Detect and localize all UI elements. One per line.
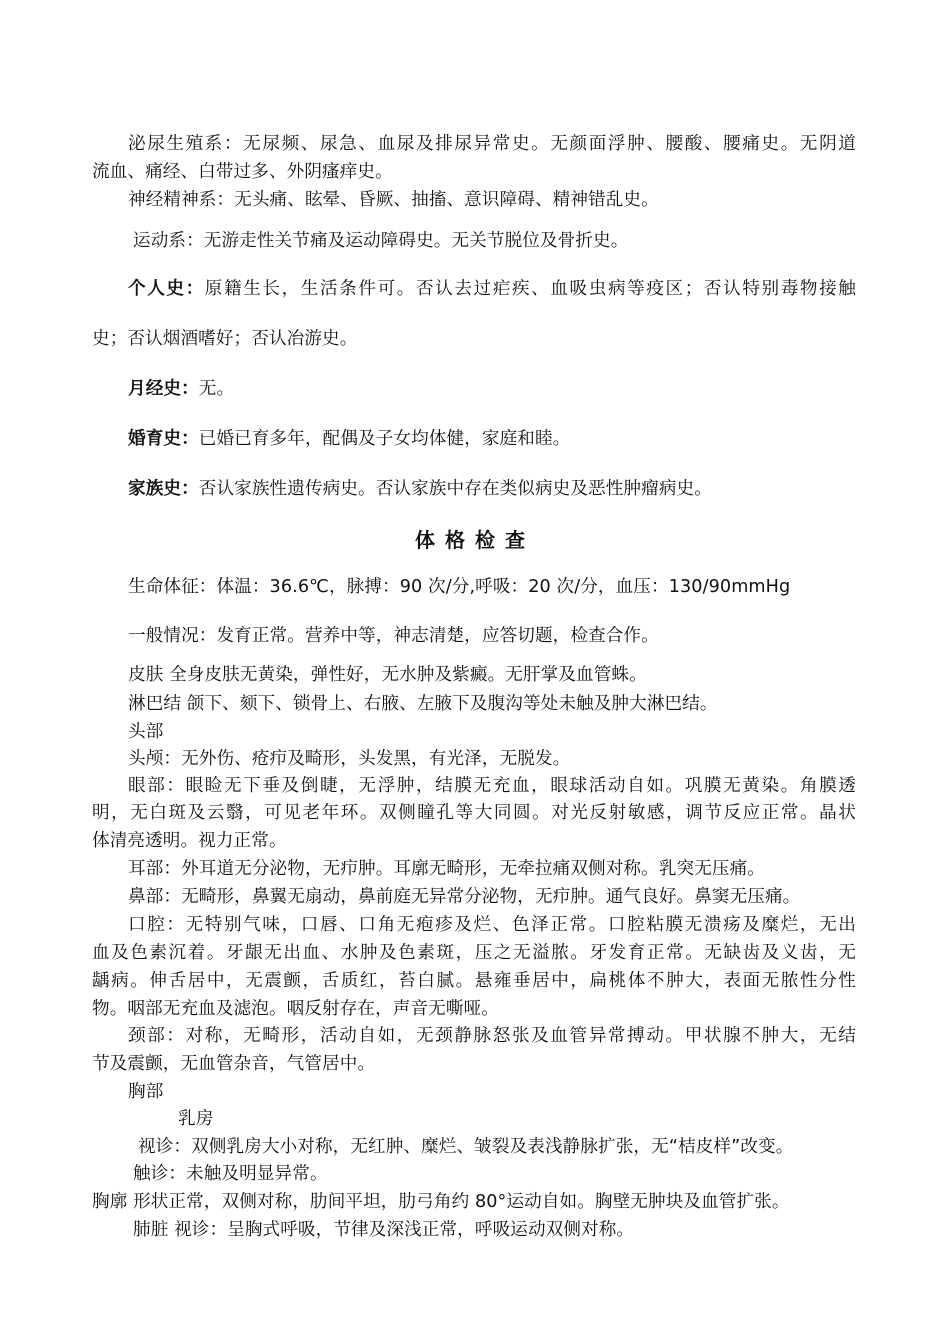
lymph-node-line: 淋巴结 颌下、颏下、锁骨上、右腋、左腋下及腹沟等处未触及肿大淋巴结。 (128, 694, 718, 714)
mouth-line-3: 龋病。伸舌居中，无震颤，舌质红，苔白腻。悬雍垂居中，扁桃体不肿大，表面无脓性分性 (92, 971, 856, 991)
vital-signs-line: 生命体征：体温：36.6℃，脉搏：90 次/分,呼吸：20 次/分，血压：130/90mmHg (128, 577, 791, 597)
thorax-line: 胸廓 形状正常，双侧对称，肋间平坦，肋弓角约 80°运动自如。胸壁无肿块及血管扩张。 (92, 1192, 790, 1212)
marital-history-text: 已婚已育多年，配偶及子女均体健，家庭和睦。 (198, 429, 571, 449)
neck-line-1: 颈部：对称，无畸形，活动自如，无颈静脉怒张及血管异常搏动。甲状腺不肿大，无结 (128, 1026, 856, 1046)
personal-history-label: 个人史： (128, 279, 205, 299)
personal-history-line-2: 史；否认烟酒嗜好；否认冶游史。 (92, 329, 358, 349)
urogenital-line-2: 流血、痛经、白带过多、外阴瘙痒史。 (92, 162, 393, 182)
menstrual-history-text: 无。 (198, 379, 235, 399)
neck-line-2: 节及震颤，无血管杂音，气管居中。 (92, 1054, 376, 1074)
family-history-text: 否认家族性遗传病史。否认家族中存在类似病史及恶性肿瘤病史。 (198, 479, 712, 499)
breast-heading: 乳房 (178, 1109, 214, 1129)
eye-line-1: 眼部：眼睑无下垂及倒睫，无浮肿，结膜无充血，眼球活动自如。巩膜无黄染。角膜透 (128, 776, 856, 796)
chest-heading: 胸部 (128, 1082, 164, 1102)
urogenital-line-1: 泌尿生殖系：无尿频、尿急、血尿及排尿异常史。无颜面浮肿、腰酸、腰痛史。无阴道 (128, 134, 856, 154)
nose-line: 鼻部：无畸形，鼻翼无扇动，鼻前庭无异常分泌物，无疖肿。通气良好。鼻窦无压痛。 (128, 887, 801, 907)
general-condition-line: 一般情况：发育正常。营养中等，神志清楚，应答切题，检查合作。 (128, 626, 659, 646)
family-history-line (128, 476, 898, 502)
motor-line: 运动系：无游走性关节痛及运动障碍史。无关节脱位及骨折史。 (133, 231, 629, 251)
head-heading: 头部 (128, 722, 164, 742)
lung-inspection-line: 肺脏 视诊：呈胸式呼吸，节律及深浅正常，呼吸运动双侧对称。 (133, 1220, 635, 1240)
personal-history-text: 原籍生长，生活条件可。否认去过疟疾、血吸虫病等疫区；否认特别毒物接触 (204, 279, 856, 299)
family-history-label: 家族史： (128, 479, 199, 499)
eye-line-3: 体清亮透明。视力正常。 (92, 831, 287, 851)
skin-line: 皮肤 全身皮肤无黄染，弹性好，无水肿及紫癜。无肝掌及血管蛛。 (128, 665, 647, 685)
neuro-line: 神经精神系：无头痛、眩晕、昏厥、抽搐、意识障碍、精神错乱史。 (128, 190, 659, 210)
menstrual-history-label: 月经史： (128, 379, 199, 399)
skull-line: 头颅：无外伤、疮疖及畸形，头发黑，有光泽，无脱发。 (128, 749, 571, 769)
mouth-line-4: 物。咽部无充血及滤泡。咽反射存在，声音无嘶哑。 (92, 999, 499, 1019)
eye-line-2: 明，无白斑及云翳，可见老年环。双侧瞳孔等大同圆。对光反射敏感，调节反应正常。晶状 (92, 803, 856, 823)
breast-inspection-line: 视诊：双侧乳房大小对称，无红肿、糜烂、皱裂及表浅静脉扩张，无“桔皮样”改变。 (138, 1137, 794, 1157)
menstrual-history-line (128, 376, 898, 402)
marital-history-label: 婚育史： (128, 429, 199, 449)
mouth-line-2: 血及色素沉着。牙龈无出血、水肿及色素斑，压之无溢脓。牙发育正常。无缺齿及义齿，无 (92, 943, 856, 963)
marital-history-line (128, 426, 898, 452)
personal-history-line-1 (128, 276, 856, 302)
section-heading-physical-exam: 体格检查 (415, 528, 535, 552)
breast-palpation-line: 触诊：未触及明显异常。 (133, 1164, 328, 1184)
mouth-line-1: 口腔：无特别气味，口唇、口角无疱疹及烂、色泽正常。口腔粘膜无溃疡及糜烂，无出 (128, 915, 856, 935)
ear-line: 耳部：外耳道无分泌物，无疖肿。耳廓无畸形，无牵拉痛双侧对称。乳突无压痛。 (128, 859, 765, 879)
